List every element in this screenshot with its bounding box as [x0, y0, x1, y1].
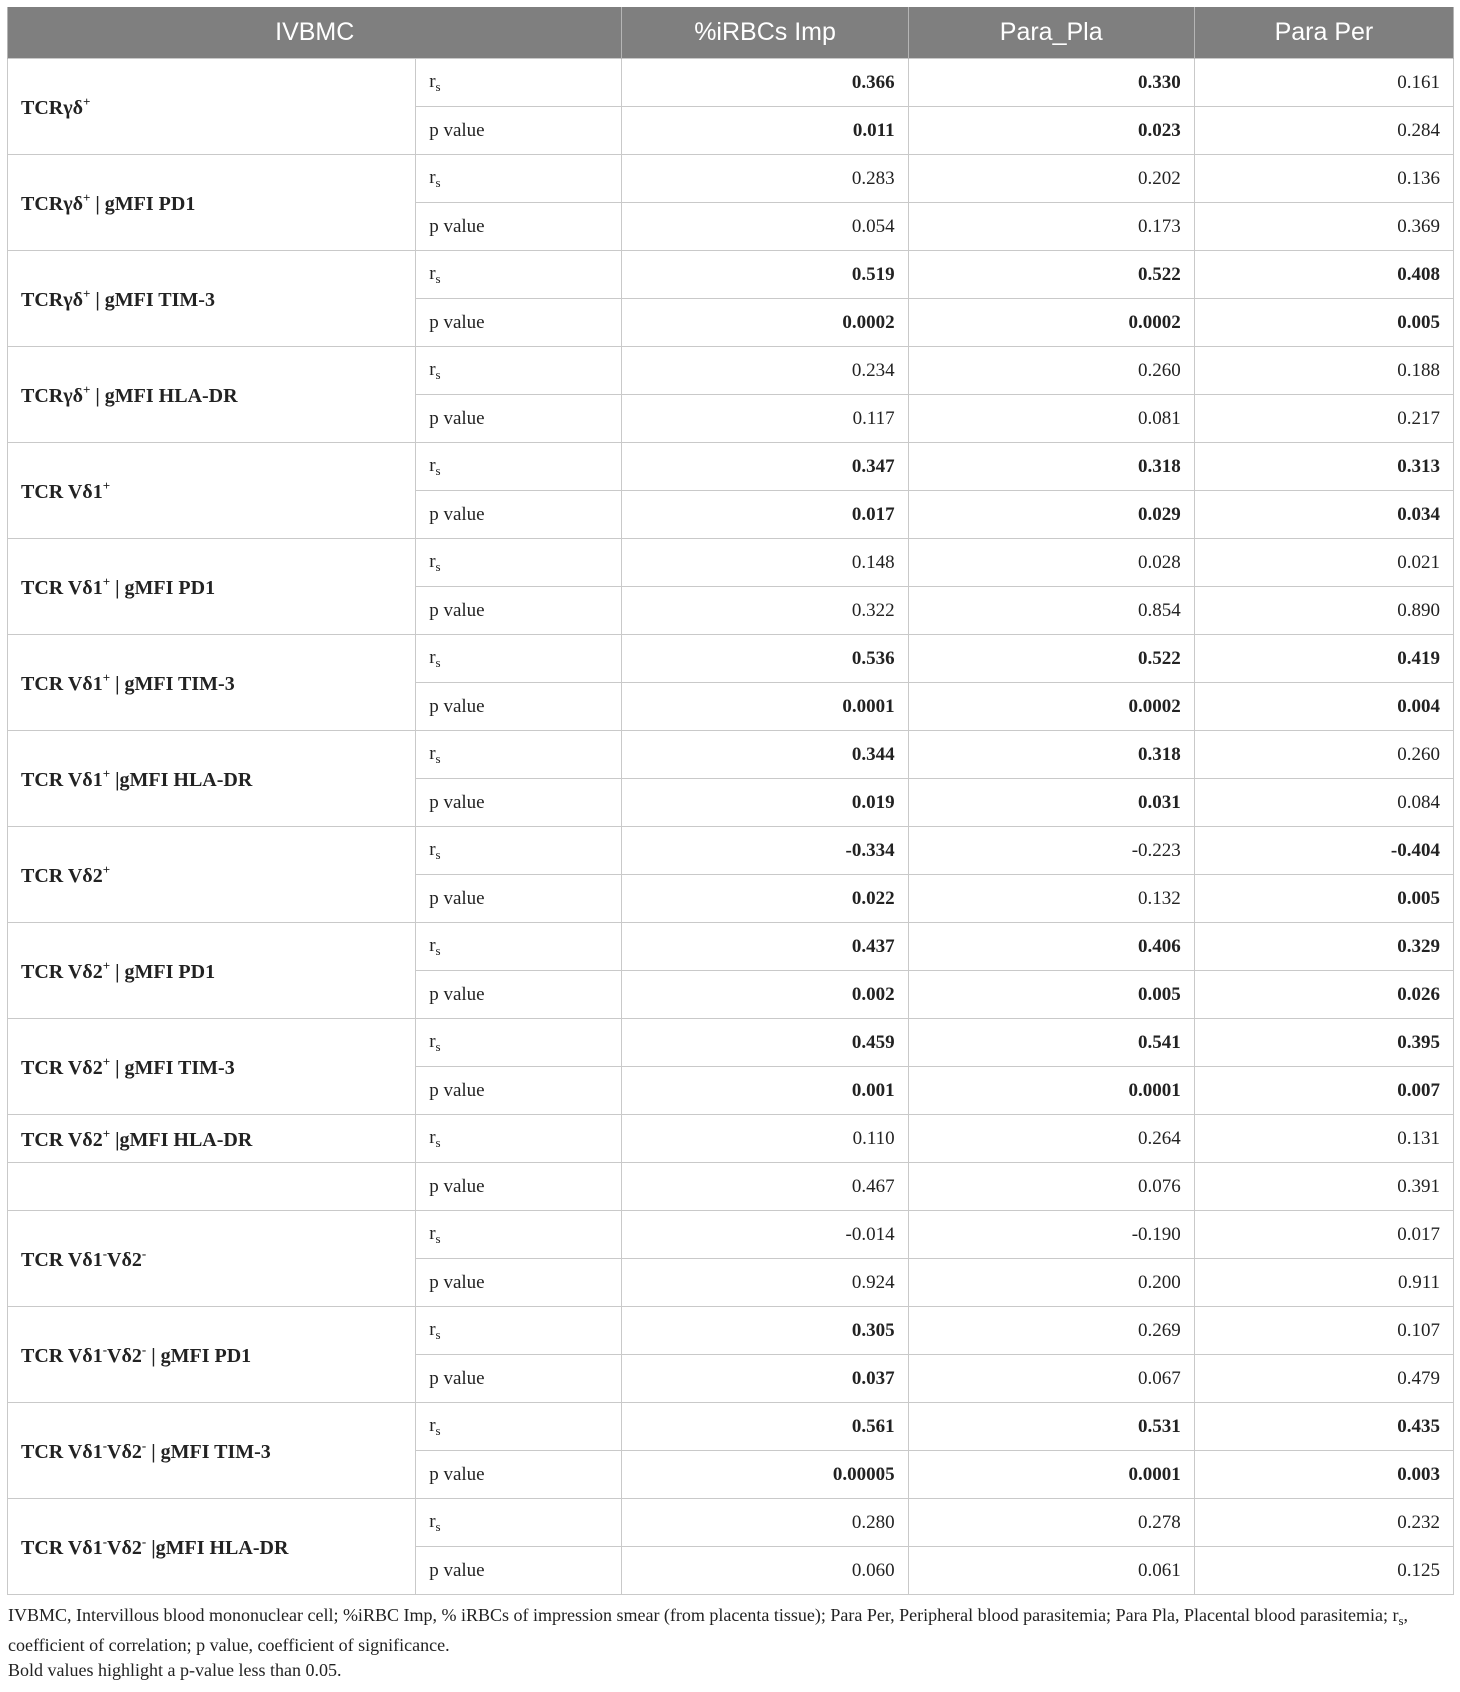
row-group-label: TCR Vδ2+ | gMFI TIM-3 — [8, 1019, 416, 1115]
value-cell: 0.061 — [908, 1547, 1194, 1595]
value-cell: 0.029 — [908, 491, 1194, 539]
group-label-sup: + — [102, 573, 111, 589]
header-row — [8, 7, 1454, 59]
row-group-label: TCRγδ+ | gMFI PD1 — [8, 155, 416, 251]
footnote-abbreviations: IVBMC, Intervillous blood mononuclear cell; %iRBC Imp, % iRBCs of impression smear (from placenta tissue); Para Per, Peripheral blood parasitemia; Para Pla, Placental blood parasitemia; $r_s$, coefficient of correlation; p value, coefficient of significance. — [8, 1605, 1409, 1655]
value-cell: 0.0001 — [908, 1067, 1194, 1115]
value-cell: 0.459 — [622, 1019, 908, 1067]
value-cell: 0.419 — [1194, 635, 1453, 683]
stat-label: p value — [416, 1355, 622, 1403]
value-cell: 0.136 — [1194, 155, 1453, 203]
stat-subscript: s — [435, 846, 441, 862]
group-label-sup: + — [102, 957, 111, 973]
value-cell: 0.854 — [908, 587, 1194, 635]
row-group-label: TCR Vδ2+ |gMFI HLA-DR — [8, 1115, 416, 1163]
table-row — [8, 923, 1454, 971]
stat-label: p value — [416, 299, 622, 347]
stat-subscript: s — [435, 78, 441, 94]
group-label-sup: + — [82, 381, 91, 397]
stat-label: p value — [416, 107, 622, 155]
value-cell: 0.344 — [622, 731, 908, 779]
group-label-sup: - — [102, 1341, 108, 1357]
value-cell: 0.322 — [622, 587, 908, 635]
table-row — [8, 1403, 1454, 1451]
group-label-sup: + — [82, 189, 91, 205]
stat-label: $r_s$ — [416, 1019, 622, 1067]
value-cell: 0.023 — [908, 107, 1194, 155]
value-cell: 0.037 — [622, 1355, 908, 1403]
table-row — [8, 347, 1454, 395]
value-cell: 0.054 — [622, 203, 908, 251]
group-label-sup: + — [102, 669, 111, 685]
value-cell: 0.017 — [1194, 1211, 1453, 1259]
row-group-label: TCR Vδ1-Vδ2- | gMFI TIM-3 — [8, 1403, 416, 1499]
value-cell: 0.067 — [908, 1355, 1194, 1403]
value-cell: 0.234 — [622, 347, 908, 395]
stat-label: p value — [416, 1451, 622, 1499]
value-cell: 0.318 — [908, 731, 1194, 779]
value-cell: 0.522 — [908, 251, 1194, 299]
value-cell: 0.232 — [1194, 1499, 1453, 1547]
value-cell: 0.161 — [1194, 59, 1453, 107]
stat-label: $r_s$ — [416, 1307, 622, 1355]
group-label-sup: + — [102, 861, 111, 877]
table-row — [8, 1019, 1454, 1067]
value-cell: 0.217 — [1194, 395, 1453, 443]
value-cell: 0.0002 — [908, 683, 1194, 731]
group-label-sup: + — [102, 765, 111, 781]
stat-subscript: s — [435, 558, 441, 574]
stat-label: p value — [416, 683, 622, 731]
group-label-sup: - — [141, 1341, 147, 1357]
group-label-sup: - — [102, 1437, 108, 1453]
stat-label: p value — [416, 971, 622, 1019]
row-group-label: TCR Vδ1-Vδ2- |gMFI HLA-DR — [8, 1499, 416, 1595]
group-label-sup: - — [102, 1533, 108, 1549]
stat-label: p value — [416, 779, 622, 827]
value-cell: 0.435 — [1194, 1403, 1453, 1451]
value-cell: 0.305 — [622, 1307, 908, 1355]
value-cell: 0.084 — [1194, 779, 1453, 827]
stat-label: $r_s$ — [416, 827, 622, 875]
table-row — [8, 731, 1454, 779]
header-irbcs-imp: %iRBCs Imp — [622, 7, 908, 59]
group-label-sup: + — [102, 1053, 111, 1069]
value-cell: -0.190 — [908, 1211, 1194, 1259]
value-cell: 0.005 — [1194, 299, 1453, 347]
value-cell: 0.003 — [1194, 1451, 1453, 1499]
group-label-sup: - — [141, 1245, 147, 1261]
value-cell: 0.107 — [1194, 1307, 1453, 1355]
value-cell: 0.561 — [622, 1403, 908, 1451]
row-group-label — [8, 1163, 416, 1211]
value-cell: 0.017 — [622, 491, 908, 539]
stat-label: $r_s$ — [416, 923, 622, 971]
value-cell: -0.014 — [622, 1211, 908, 1259]
row-group-label: TCR Vδ1-Vδ2- — [8, 1211, 416, 1307]
value-cell: 0.110 — [622, 1115, 908, 1163]
value-cell: 0.924 — [622, 1259, 908, 1307]
value-cell: 0.011 — [622, 107, 908, 155]
stat-subscript: s — [435, 462, 441, 478]
value-cell: 0.005 — [908, 971, 1194, 1019]
value-cell: 0.313 — [1194, 443, 1453, 491]
value-cell: 0.280 — [622, 1499, 908, 1547]
table-footnotes — [7, 1603, 1455, 1683]
stat-label: $r_s$ — [416, 539, 622, 587]
stat-subscript: s — [435, 750, 441, 766]
row-group-label: TCR Vδ2+ | gMFI PD1 — [8, 923, 416, 1019]
table-row — [8, 1211, 1454, 1259]
stat-subscript: s — [435, 174, 441, 190]
value-cell: 0.0001 — [622, 683, 908, 731]
table-row — [8, 1499, 1454, 1547]
value-cell: 0.028 — [908, 539, 1194, 587]
stat-subscript: s — [435, 1326, 441, 1342]
value-cell: 0.007 — [1194, 1067, 1453, 1115]
table-row — [8, 539, 1454, 587]
value-cell: 0.369 — [1194, 203, 1453, 251]
value-cell: 0.391 — [1194, 1163, 1453, 1211]
row-group-label: TCR Vδ1+ — [8, 443, 416, 539]
stat-subscript: s — [435, 1038, 441, 1054]
value-cell: 0.131 — [1194, 1115, 1453, 1163]
value-cell: 0.004 — [1194, 683, 1453, 731]
stat-label: $r_s$ — [416, 1403, 622, 1451]
stat-label: $r_s$ — [416, 1115, 622, 1163]
group-label-sup: + — [82, 93, 91, 109]
value-cell: 0.330 — [908, 59, 1194, 107]
value-cell: 0.395 — [1194, 1019, 1453, 1067]
value-cell: 0.00005 — [622, 1451, 908, 1499]
value-cell: 0.117 — [622, 395, 908, 443]
value-cell: 0.188 — [1194, 347, 1453, 395]
stat-label: $r_s$ — [416, 731, 622, 779]
table-row — [8, 1307, 1454, 1355]
value-cell: 0.034 — [1194, 491, 1453, 539]
value-cell: 0.001 — [622, 1067, 908, 1115]
value-cell: 0.005 — [1194, 875, 1453, 923]
value-cell: 0.536 — [622, 635, 908, 683]
footnote-bold-note: Bold values highlight a p-value less than 0.05. — [8, 1660, 342, 1680]
stat-label: $r_s$ — [416, 155, 622, 203]
value-cell: 0.890 — [1194, 587, 1453, 635]
value-cell: -0.334 — [622, 827, 908, 875]
stat-label: $r_s$ — [416, 443, 622, 491]
stat-subscript: s — [435, 942, 441, 958]
row-group-label: TCR Vδ1-Vδ2- | gMFI PD1 — [8, 1307, 416, 1403]
row-group-label: TCR Vδ1+ | gMFI PD1 — [8, 539, 416, 635]
row-group-label: TCR Vδ1+ |gMFI HLA-DR — [8, 731, 416, 827]
row-group-label: TCRγδ+ | gMFI TIM-3 — [8, 251, 416, 347]
value-cell: 0.318 — [908, 443, 1194, 491]
value-cell: 0.021 — [1194, 539, 1453, 587]
value-cell: 0.0001 — [908, 1451, 1194, 1499]
value-cell: 0.002 — [622, 971, 908, 1019]
correlation-table-container — [7, 7, 1454, 1683]
footnote-sub: s — [1398, 1613, 1404, 1628]
value-cell: 0.125 — [1194, 1547, 1453, 1595]
group-label-sup: - — [102, 1245, 108, 1261]
value-cell: 0.541 — [908, 1019, 1194, 1067]
stat-label: p value — [416, 1547, 622, 1595]
row-group-label: TCRγδ+ — [8, 59, 416, 155]
value-cell: 0.522 — [908, 635, 1194, 683]
value-cell: 0.260 — [908, 347, 1194, 395]
value-cell: 0.467 — [622, 1163, 908, 1211]
stat-label: p value — [416, 395, 622, 443]
stat-label: $r_s$ — [416, 59, 622, 107]
stat-label: p value — [416, 491, 622, 539]
value-cell: 0.260 — [1194, 731, 1453, 779]
value-cell: 0.519 — [622, 251, 908, 299]
value-cell: 0.148 — [622, 539, 908, 587]
row-group-label: TCRγδ+ | gMFI HLA-DR — [8, 347, 416, 443]
table-row — [8, 155, 1454, 203]
stat-subscript: s — [435, 270, 441, 286]
value-cell: 0.283 — [622, 155, 908, 203]
value-cell: 0.076 — [908, 1163, 1194, 1211]
value-cell: 0.031 — [908, 779, 1194, 827]
value-cell: 0.0002 — [622, 299, 908, 347]
value-cell: 0.173 — [908, 203, 1194, 251]
table-row — [8, 1163, 1454, 1211]
group-label-sup: - — [141, 1437, 147, 1453]
stat-label: p value — [416, 587, 622, 635]
value-cell: 0.278 — [908, 1499, 1194, 1547]
value-cell: 0.911 — [1194, 1259, 1453, 1307]
row-group-label: TCR Vδ1+ | gMFI TIM-3 — [8, 635, 416, 731]
value-cell: 0.0002 — [908, 299, 1194, 347]
table-row — [8, 59, 1454, 107]
table-body — [8, 59, 1454, 1595]
value-cell: 0.437 — [622, 923, 908, 971]
stat-label: $r_s$ — [416, 251, 622, 299]
value-cell: 0.022 — [622, 875, 908, 923]
group-label-sup: - — [141, 1533, 147, 1549]
value-cell: 0.347 — [622, 443, 908, 491]
table-row — [8, 251, 1454, 299]
stat-subscript: s — [435, 366, 441, 382]
value-cell: 0.060 — [622, 1547, 908, 1595]
group-label-sup: + — [102, 477, 111, 493]
table-row — [8, 635, 1454, 683]
group-label-sup: + — [102, 1125, 111, 1141]
table-row — [8, 443, 1454, 491]
stat-subscript: s — [435, 1422, 441, 1438]
value-cell: 0.329 — [1194, 923, 1453, 971]
value-cell: 0.264 — [908, 1115, 1194, 1163]
stat-label: p value — [416, 1067, 622, 1115]
stat-label: p value — [416, 1163, 622, 1211]
stat-subscript: s — [435, 654, 441, 670]
value-cell: 0.284 — [1194, 107, 1453, 155]
stat-label: $r_s$ — [416, 1499, 622, 1547]
value-cell: 0.026 — [1194, 971, 1453, 1019]
stat-label: p value — [416, 203, 622, 251]
value-cell: 0.366 — [622, 59, 908, 107]
stat-subscript: s — [435, 1134, 441, 1150]
value-cell: 0.019 — [622, 779, 908, 827]
stat-label: $r_s$ — [416, 635, 622, 683]
stat-label: $r_s$ — [416, 347, 622, 395]
correlation-table — [7, 7, 1454, 1595]
stat-label: $r_s$ — [416, 1211, 622, 1259]
header-ivbmc: IVBMC — [8, 7, 622, 59]
group-label-sup: + — [82, 285, 91, 301]
value-cell: 0.406 — [908, 923, 1194, 971]
stat-label: p value — [416, 875, 622, 923]
value-cell: 0.479 — [1194, 1355, 1453, 1403]
value-cell: 0.269 — [908, 1307, 1194, 1355]
stat-label: p value — [416, 1259, 622, 1307]
header-para-pla: Para_Pla — [908, 7, 1194, 59]
value-cell: 0.200 — [908, 1259, 1194, 1307]
row-group-label: TCR Vδ2+ — [8, 827, 416, 923]
table-row — [8, 1115, 1454, 1163]
stat-subscript: s — [435, 1230, 441, 1246]
stat-subscript: s — [435, 1518, 441, 1534]
header-para-per: Para Per — [1194, 7, 1453, 59]
value-cell: 0.081 — [908, 395, 1194, 443]
value-cell: -0.223 — [908, 827, 1194, 875]
value-cell: 0.531 — [908, 1403, 1194, 1451]
table-row — [8, 827, 1454, 875]
value-cell: -0.404 — [1194, 827, 1453, 875]
value-cell: 0.132 — [908, 875, 1194, 923]
value-cell: 0.202 — [908, 155, 1194, 203]
value-cell: 0.408 — [1194, 251, 1453, 299]
